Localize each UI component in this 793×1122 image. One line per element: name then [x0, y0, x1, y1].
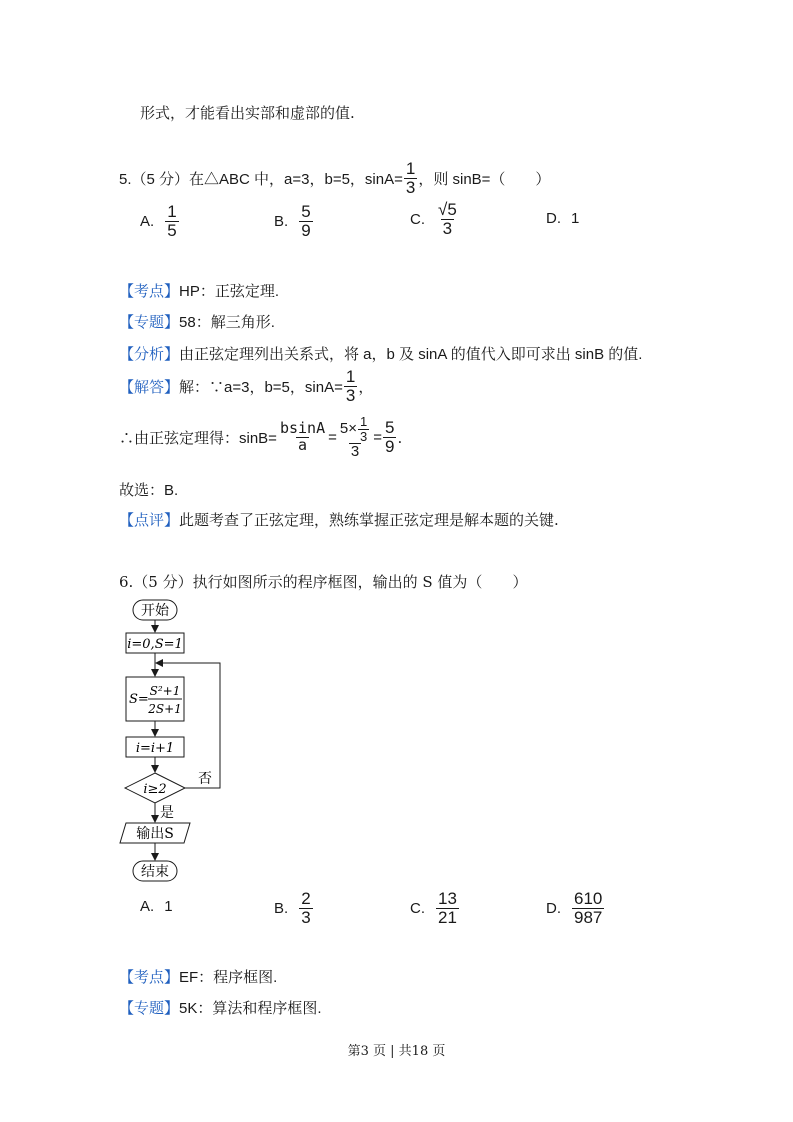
q5-eq-frac3-num: 5: [384, 418, 395, 438]
q6-option-a-label: A.: [140, 898, 155, 915]
q5-eq-frac2-inner-num: 1: [359, 414, 368, 429]
q5-eq-frac3-den: 9: [384, 437, 395, 457]
q5-dianping: [119, 509, 559, 530]
q5-eq-equals-2: =: [373, 429, 382, 447]
q5-stem: [119, 160, 550, 197]
q5-zhuanti-text: 58：解三角形.: [179, 314, 275, 331]
q5-eq-frac1-den: a: [298, 436, 308, 455]
flow-no-loop: [157, 663, 220, 788]
q5-option-c-fraction: [436, 201, 459, 238]
q5-stem-suffix: ，则 sinB=（ ）: [418, 170, 551, 188]
flow-start-label: 开始: [141, 603, 169, 619]
flow-init-label: i=0,S=1: [127, 637, 183, 652]
q6-zhuanti: [119, 997, 322, 1018]
q6-option-b-label: B.: [274, 899, 289, 917]
flow-assign-num: S²+1: [149, 684, 181, 698]
q6-option-c-num: 13: [438, 889, 457, 908]
q5-fenxi: [119, 343, 642, 364]
q5-option-b-den: 9: [301, 220, 311, 240]
q5-zhuanti: [119, 311, 275, 332]
flow-yes-label: 是: [160, 805, 174, 821]
q6-option-a-text: 1: [164, 898, 173, 915]
q5-equation-prefix: ∴由正弦定理得：sinB=: [119, 430, 277, 448]
q6-option-d-label: D.: [546, 899, 561, 917]
flow-end-label: 结束: [141, 864, 169, 880]
q5-eq-equals-1: =: [328, 429, 337, 447]
q6-zhuanti-text: 5K：算法和程序框图.: [179, 1000, 322, 1017]
q5-eq-frac1: [278, 421, 327, 454]
q5-eq-frac2-inner: [358, 415, 369, 443]
q5-option-b-fraction: [299, 203, 312, 240]
flow-no-label: 否: [198, 771, 212, 787]
zhuanti-tag: 【专题】: [119, 999, 180, 1017]
q6-option-d[interactable]: [546, 890, 605, 927]
q5-jieda-frac-den: 3: [345, 385, 356, 405]
q5-option-a-fraction: [165, 203, 178, 240]
dianping-tag: 【点评】: [119, 511, 180, 529]
q6-kaodian-text: EF：程序框图.: [179, 969, 278, 986]
q6-option-c-fraction: [436, 890, 459, 927]
q5-option-c-num: √5: [438, 200, 457, 219]
flow-assign-lhs: S=: [129, 692, 149, 707]
q6-kaodian: [119, 966, 277, 987]
q6-option-b-num: 2: [301, 889, 311, 908]
q6-option-a[interactable]: [140, 898, 173, 915]
flow-assign-den: 2S+1: [148, 702, 182, 716]
intro-line: 形式，才能看出实部和虚部的值.: [140, 104, 355, 122]
q5-option-c-label: C.: [410, 210, 425, 228]
q5-stem-prefix: 5.（5 分）在△ABC 中，a=3，b=5，sinA=: [119, 170, 403, 188]
kaodian-tag: 【考点】: [119, 282, 180, 300]
q6-option-b[interactable]: [274, 890, 314, 927]
q5-jieda-frac-num: 1: [345, 367, 356, 386]
q5-jieda-end: ，: [358, 377, 374, 396]
q5-option-a-num: 1: [167, 202, 177, 221]
q6-option-d-fraction: [572, 890, 604, 927]
q6-stem: 6.（5 分）执行如图所示的程序框图，输出的 S 值为（ ）: [119, 573, 528, 591]
q5-eq-frac2-num-prefix: 5×: [339, 420, 357, 438]
q5-option-d-text: 1: [571, 210, 580, 227]
q5-eq-frac1-num: bsinA: [279, 419, 326, 438]
q5-jieda: [119, 368, 373, 405]
zhuanti-tag: 【专题】: [119, 313, 180, 331]
q5-option-c-den: 3: [442, 218, 453, 238]
q5-kaodian: [119, 280, 279, 301]
q5-stem-frac-num: 1: [405, 159, 416, 178]
q5-option-a-label: A.: [140, 212, 155, 230]
q6-option-b-den: 3: [301, 907, 311, 927]
q5-option-b-label: B.: [274, 212, 289, 230]
flow-condition-label: i≥2: [143, 782, 167, 797]
q5-eq-frac2-den: 3: [350, 443, 360, 461]
q5-stem-fraction: [404, 160, 417, 197]
q6-flowchart: [110, 595, 240, 890]
jieda-tag: 【解答】: [119, 377, 180, 396]
q5-eq-frac3: [383, 419, 396, 456]
q5-dianping-text: 此题考查了正弦定理，熟练掌握正弦定理是解本题的关键.: [179, 511, 559, 529]
q5-option-a[interactable]: [140, 203, 180, 240]
q5-eq-end: .: [397, 428, 403, 447]
q6-option-d-num: 610: [574, 889, 603, 908]
q5-kaodian-text: HP：正弦定理.: [179, 283, 280, 300]
flow-increment-label: i=i+1: [135, 741, 175, 756]
q5-fenxi-text: 由正弦定理列出关系式，将 a，b 及 sinA 的值代入即可求出 sinB 的值.: [179, 346, 643, 363]
q5-stem-frac-den: 3: [405, 177, 416, 197]
q5-option-a-den: 5: [167, 220, 177, 240]
q6-option-d-den: 987: [574, 907, 603, 927]
q5-jieda-text: 解：∵a=3，b=5，sinA=: [179, 378, 343, 396]
page-footer: 第3 页 | 共18 页: [347, 1044, 446, 1059]
q5-option-d[interactable]: [546, 210, 579, 227]
q5-option-c[interactable]: [410, 201, 460, 238]
q5-equation: [119, 415, 402, 460]
q5-option-b-num: 5: [301, 202, 311, 221]
q6-option-c-label: C.: [410, 899, 425, 917]
q6-option-c[interactable]: [410, 890, 460, 927]
q5-option-d-label: D.: [546, 210, 561, 227]
q5-answer: 故选：B.: [119, 482, 179, 499]
q6-option-b-fraction: [299, 890, 312, 927]
kaodian-tag: 【考点】: [119, 968, 180, 986]
q5-eq-frac2: [338, 415, 372, 460]
q6-option-c-den: 21: [438, 907, 457, 927]
flow-output-label: 输出S: [136, 826, 174, 842]
q5-eq-frac2-inner-den: 3: [359, 428, 368, 444]
q5-option-b[interactable]: [274, 203, 314, 240]
fenxi-tag: 【分析】: [119, 345, 180, 363]
q5-jieda-fraction: [344, 368, 357, 405]
